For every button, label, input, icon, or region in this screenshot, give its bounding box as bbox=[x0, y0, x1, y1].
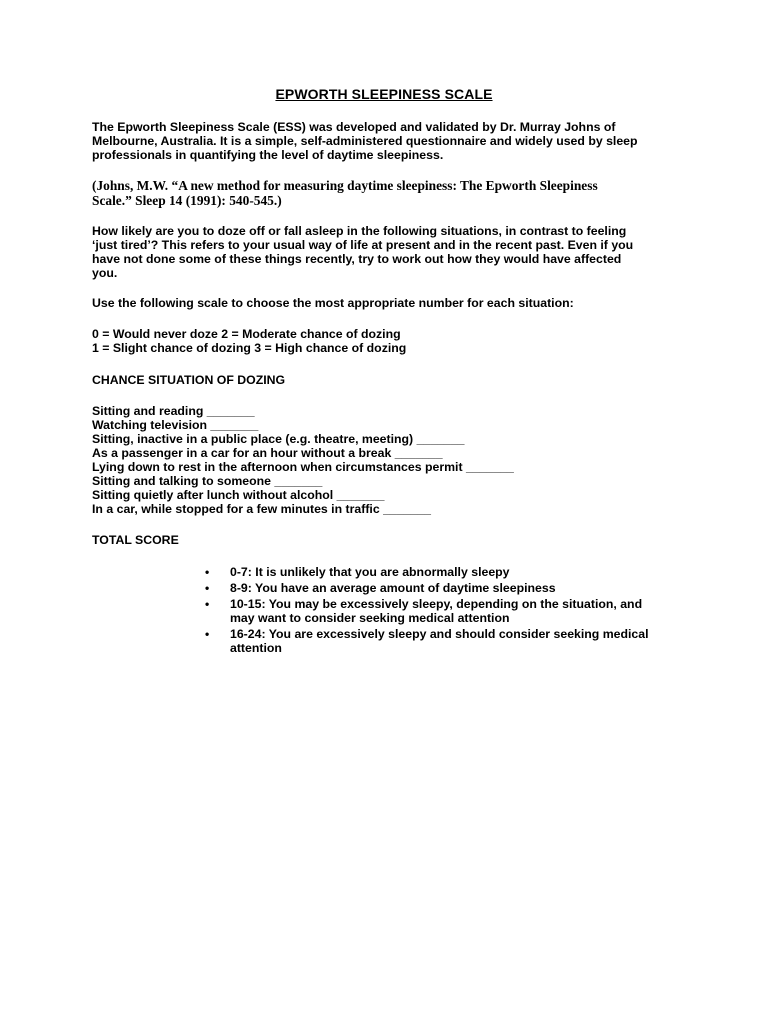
bullet-icon: • bbox=[205, 565, 210, 579]
total-score-text: TOTAL SCORE bbox=[92, 533, 179, 547]
score-range-line: 0-7: It is unlikely that you are abnormally sleepy bbox=[230, 565, 510, 579]
score-range-item bbox=[205, 627, 685, 655]
section-heading-text: CHANCE SITUATION OF DOZING bbox=[92, 373, 286, 387]
scale-instruction bbox=[92, 296, 672, 310]
bullet-icon: • bbox=[205, 581, 210, 595]
score-ranges-list bbox=[205, 565, 685, 657]
score-range-line: 8-9: You have an average amount of daytime sleepiness bbox=[230, 581, 556, 595]
score-range-line: 10-15: You may be excessively sleepy, depending on the situation, and bbox=[230, 597, 643, 611]
scale-line: 0 = Would never doze 2 = Moderate chance of dozing bbox=[92, 327, 401, 341]
citation-paragraph bbox=[92, 178, 672, 208]
question-paragraph bbox=[92, 224, 672, 280]
question-line: you. bbox=[92, 266, 118, 280]
section-heading bbox=[92, 373, 672, 387]
situations-list bbox=[92, 404, 672, 516]
score-range-item bbox=[205, 565, 685, 579]
scale-line: 1 = Slight chance of dozing 3 = High chance of dozing bbox=[92, 341, 407, 355]
scale-instruction-text: Use the following scale to choose the most appropriate number for each situation: bbox=[92, 296, 574, 310]
question-line: have not done some of these things recently, try to work out how they would have affected bbox=[92, 252, 622, 266]
bullet-icon: • bbox=[205, 627, 210, 641]
total-score-label bbox=[92, 533, 672, 547]
question-line: How likely are you to doze off or fall asleep in the following situations, in contrast to feeling bbox=[92, 224, 627, 238]
score-range-line: attention bbox=[230, 641, 282, 655]
situation-item: Sitting and reading _______ bbox=[92, 404, 255, 418]
situation-item: Sitting and talking to someone _______ bbox=[92, 474, 323, 488]
situation-item: In a car, while stopped for a few minutes in traffic _______ bbox=[92, 502, 431, 516]
intro-line: The Epworth Sleepiness Scale (ESS) was developed and validated by Dr. Murray Johns of bbox=[92, 120, 616, 134]
score-range-line: may want to consider seeking medical attention bbox=[230, 611, 510, 625]
scale-legend bbox=[92, 327, 672, 355]
situation-item: Lying down to rest in the afternoon when circumstances permit _______ bbox=[92, 460, 514, 474]
citation-line: (Johns, M.W. “A new method for measuring daytime sleepiness: The Epworth Sleepiness bbox=[92, 178, 598, 193]
bullet-icon: • bbox=[205, 597, 210, 611]
intro-paragraph bbox=[92, 120, 672, 162]
score-range-item bbox=[205, 581, 685, 595]
situation-item: As a passenger in a car for an hour without a break _______ bbox=[92, 446, 443, 460]
score-range-item bbox=[205, 597, 685, 625]
document-title: EPWORTH SLEEPINESS SCALE bbox=[275, 86, 493, 102]
situation-item: Sitting, inactive in a public place (e.g. theatre, meeting) _______ bbox=[92, 432, 465, 446]
citation-line: Scale.” Sleep 14 (1991): 540-545.) bbox=[92, 193, 282, 208]
situation-item: Sitting quietly after lunch without alcohol _______ bbox=[92, 488, 385, 502]
intro-line: professionals in quantifying the level of daytime sleepiness. bbox=[92, 148, 444, 162]
score-range-line: 16-24: You are excessively sleepy and should consider seeking medical bbox=[230, 627, 649, 641]
situation-item: Watching television _______ bbox=[92, 418, 259, 432]
intro-line: Melbourne, Australia. It is a simple, self-administered questionnaire and widely used by sleep bbox=[92, 134, 638, 148]
question-line: ‘just tired’? This refers to your usual way of life at present and in the recent past. Even if you bbox=[92, 238, 634, 252]
